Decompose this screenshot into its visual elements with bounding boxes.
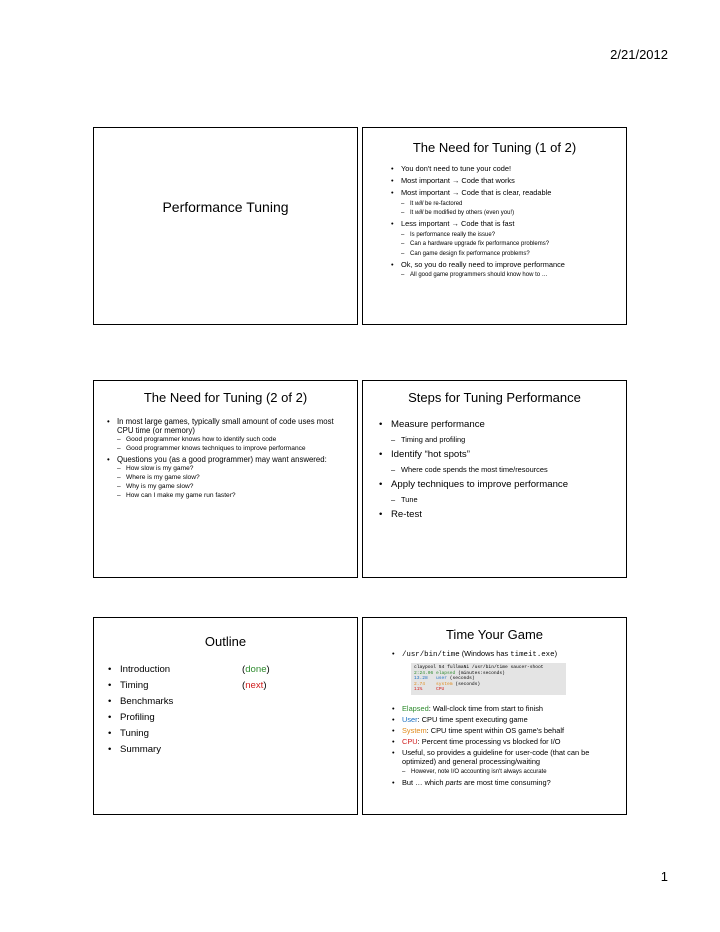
sub-bullet: – Tune [377,495,617,505]
arrow-icon: → [451,219,459,228]
sub-bullet: – Good programmer knows how to identify such code [106,436,346,444]
arrow-icon: → [451,188,460,197]
bullet-list [377,415,617,521]
slide-title: Outline [204,634,247,649]
bullet: • Elapsed: Wall-clock time from start to finish [391,704,623,714]
slide-need-for-tuning-1 [362,127,627,325]
bullet: • Identify “hot spots” [377,449,617,461]
bullet: • Re-test [377,509,617,521]
bullet: • Ok, so you do really need to improve performance [390,260,622,270]
outline-list [106,660,346,756]
outline-status-next: (next) [242,680,267,691]
sub-bullet: – Can a hardware upgrade fix performance problems? [390,240,622,248]
slide-steps-for-tuning [362,380,627,578]
outline-item: • Benchmarks [106,696,346,708]
bullet: • But … which parts are most time consuming? [391,778,623,788]
bullet: • CPU: Percent time processing vs blocked for I/O [391,737,623,747]
slide-title: Performance Tuning [162,199,289,215]
bullet: • Useful, so provides a guideline for user-code (that can be optimized) and general processing/waiting [391,748,623,767]
bullet: • User: CPU time spent executing game [391,715,623,725]
sub-bullet: – However, note I/O accounting isn't always accurate [391,768,623,776]
bullet: • In most large games, typically small amount of code uses most CPU time (or memory) [106,417,346,435]
sub-bullet: – It will be modified by others (even you!) [390,209,622,217]
outline-item: • Timing (next) [106,680,346,692]
sub-bullet: – Is performance really the issue? [390,231,622,239]
terminal-output [411,663,566,695]
bullet: • Apply techniques to improve performance [377,479,617,491]
slide-outline [93,617,358,815]
bullet: • Most important → Code that is clear, readable [390,188,622,198]
bullet: • Less important → Code that is fast [390,219,622,229]
page-number: 1 [660,869,668,884]
sub-bullet: – Where is my game slow? [106,474,346,482]
sub-bullet: – All good game programmers should know how to … [390,271,622,279]
bullet-list [391,647,623,660]
date-header: 2/21/2012 [610,47,668,62]
terminal-row: 13.28 user (seconds) [414,676,475,682]
sub-bullet: – Timing and profiling [377,435,617,445]
slide-title: The Need for Tuning (1 of 2) [412,140,577,155]
bullet-list [391,702,623,787]
outline-status-done: (done) [242,664,270,675]
bullet-list [390,162,622,279]
slide-need-for-tuning-2 [93,380,358,578]
terminal-row: 11% CPU [414,687,445,693]
sub-bullet: – How slow is my game? [106,465,346,473]
slide-title: Time Your Game [445,627,544,642]
bullet: • /usr/bin/time (Windows has timeit.exe) [391,649,623,661]
bullet: • Questions you (as a good programmer) may want answered: [106,455,346,464]
sub-bullet: – It will be re-factored [390,200,622,208]
slide-title: Steps for Tuning Performance [408,390,581,405]
sub-bullet: – Can game design fix performance problems? [390,250,622,258]
bullet: • Measure performance [377,419,617,431]
outline-item: • Introduction (done) [106,664,346,676]
terminal-row: 2:24.06 elapsed (minutes:seconds) [414,670,505,676]
slide-title: The Need for Tuning (2 of 2) [143,390,308,405]
terminal-prompt: claypool 54 fullmaNi /usr/bin/time saucer-shoot [414,665,544,670]
slide-performance-tuning [93,127,358,325]
bullet: • You don't need to tune your code! [390,164,622,174]
slide-time-your-game [362,617,627,815]
bullet: • Most important → Code that works [390,176,622,186]
bullet-list [106,415,346,500]
terminal-row: 2.74 system (seconds) [414,681,481,687]
outline-item: • Tuning [106,728,346,740]
bullet: • System: CPU time spent within OS game's behalf [391,726,623,736]
outline-item: • Summary [106,744,346,756]
sub-bullet: – Why is my game slow? [106,483,346,491]
outline-item: • Profiling [106,712,346,724]
sub-bullet: – Good programmer knows techniques to improve performance [106,445,346,453]
sub-bullet: – Where code spends the most time/resources [377,465,617,475]
sub-bullet: – How can I make my game run faster? [106,492,346,500]
arrow-icon: → [451,176,460,185]
